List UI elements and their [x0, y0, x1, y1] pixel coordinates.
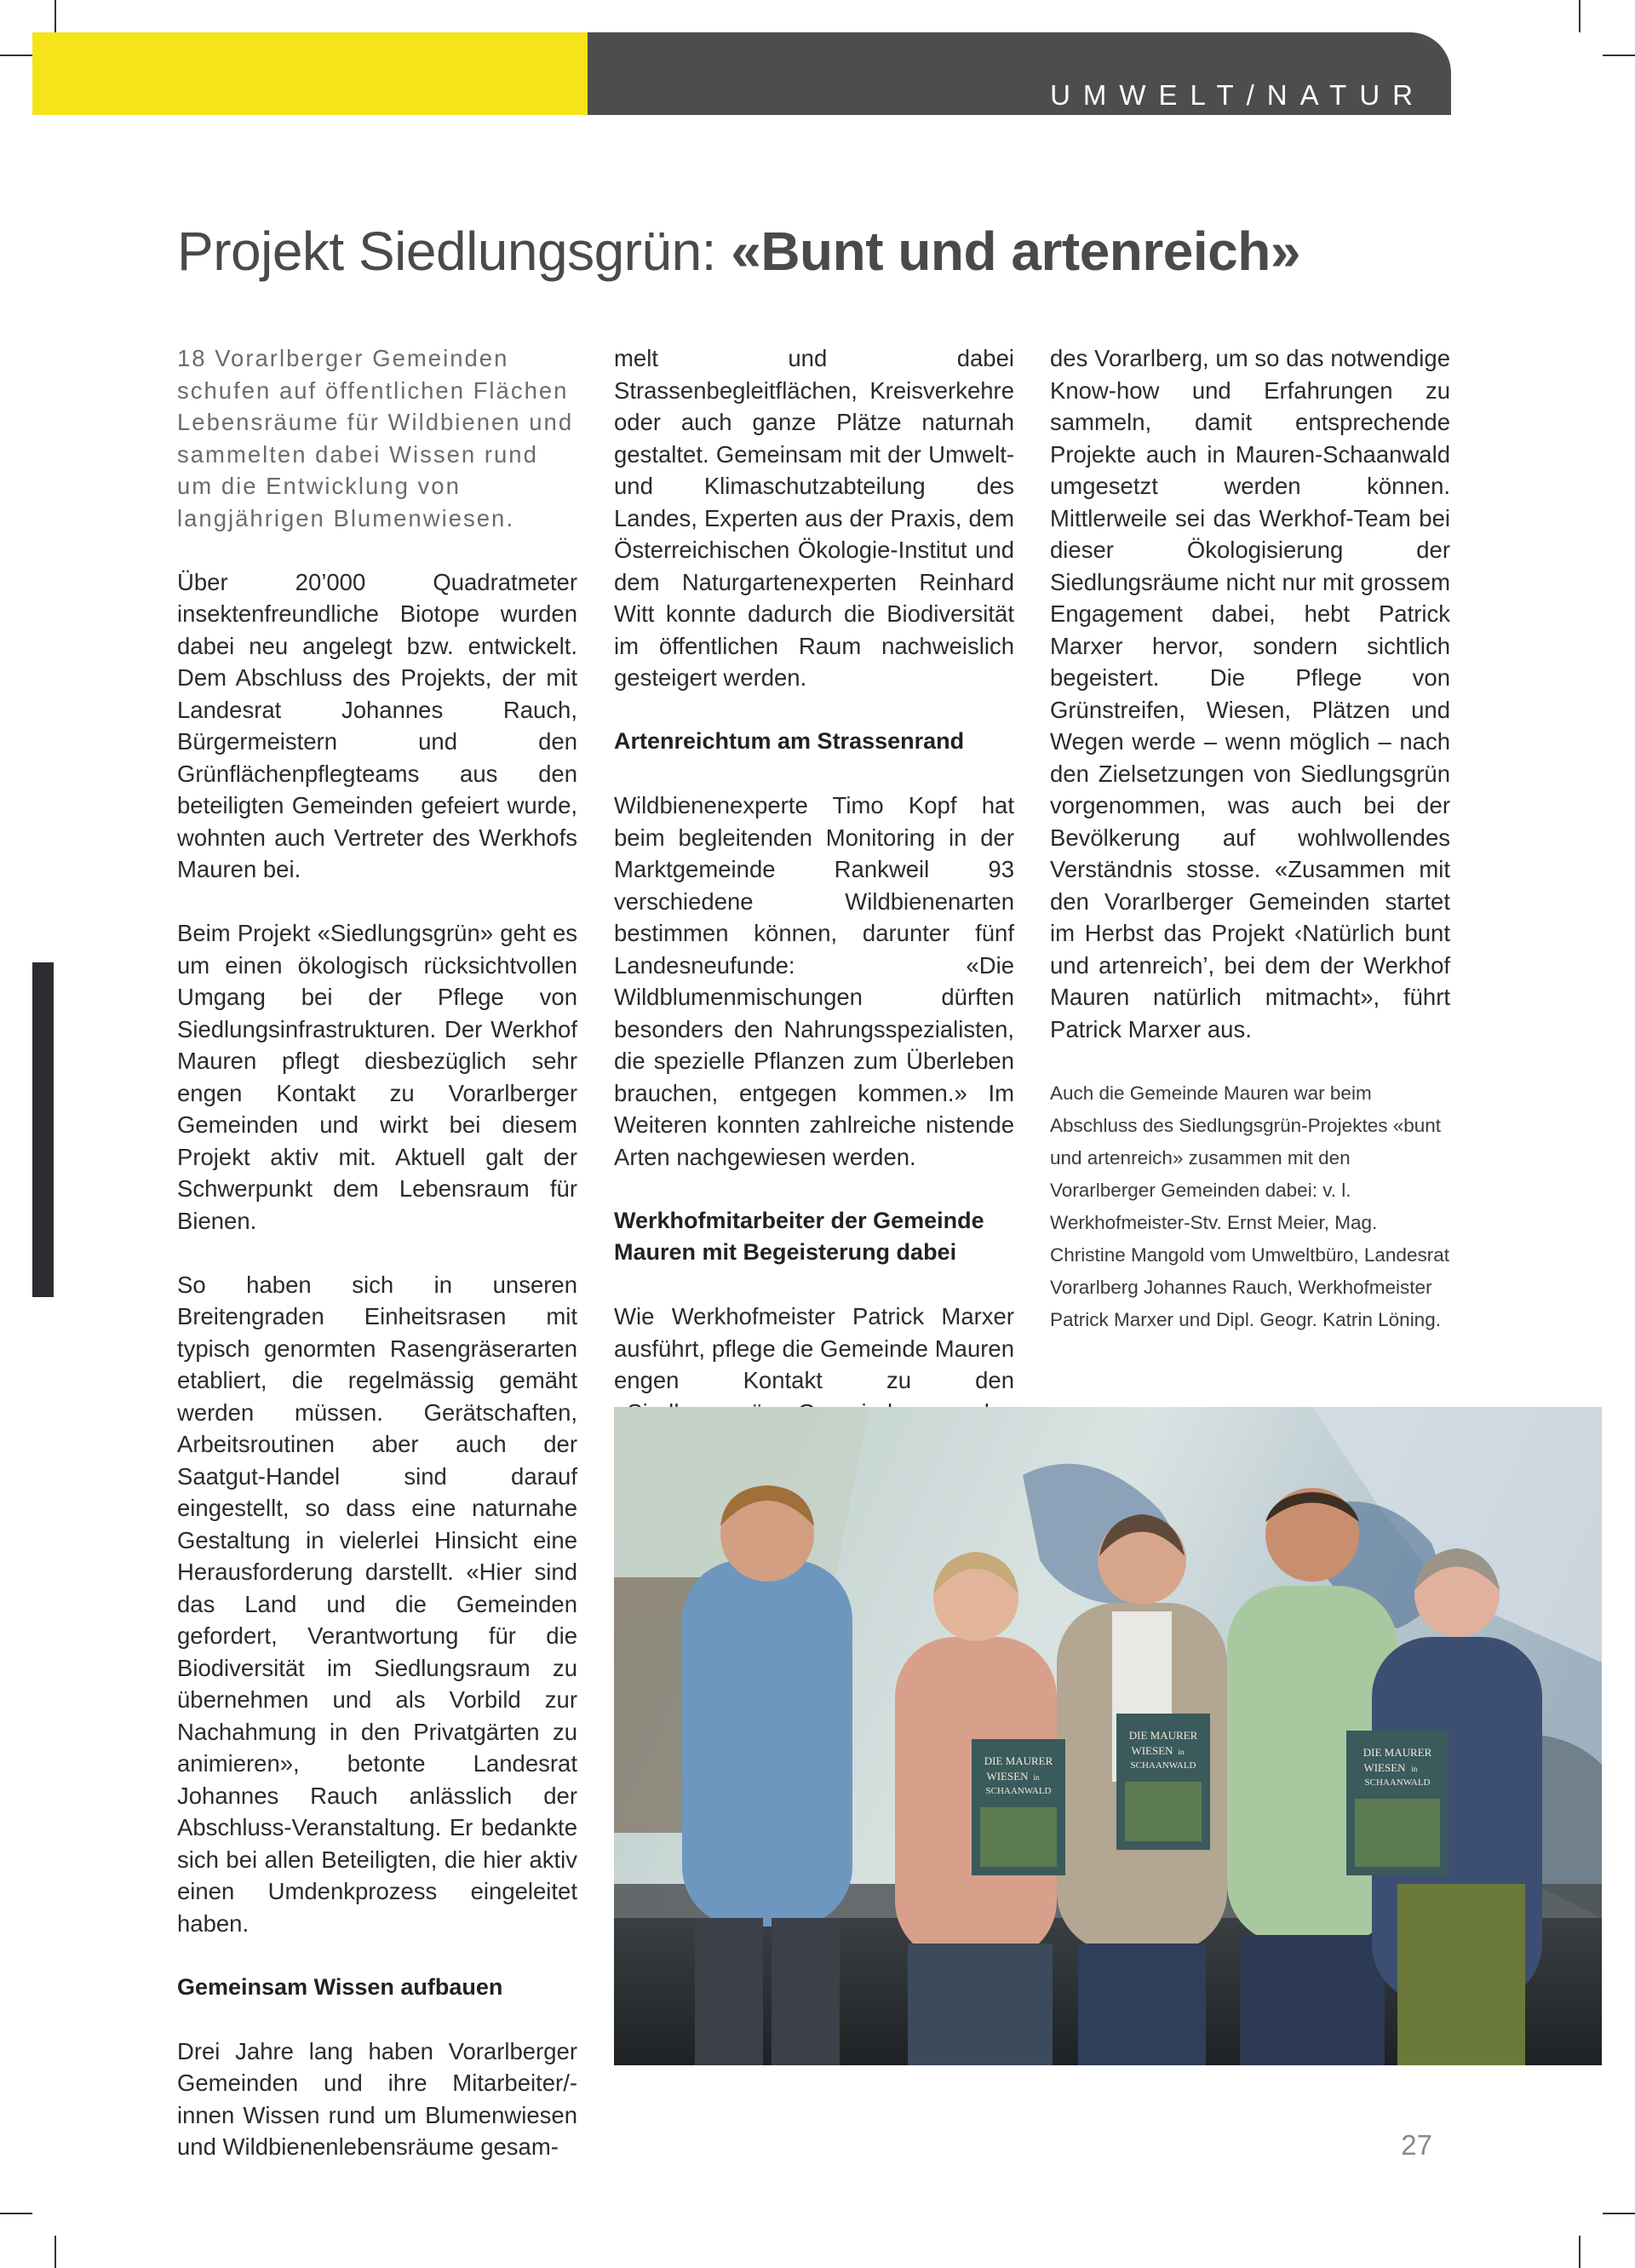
- subheading: Werkhofmitarbeiter der Gemeinde Mauren mit Begeisterung dabei: [614, 1207, 984, 1265]
- title-highlight: «Bunt und artenreich»: [731, 221, 1300, 282]
- crop-mark: [1579, 0, 1580, 32]
- book-title-small: in: [1178, 1748, 1185, 1756]
- header-yellow-band: [32, 32, 588, 115]
- group-photo-illustration: [614, 1407, 1602, 2065]
- crop-mark: [1603, 55, 1635, 56]
- book-title-small: in: [1411, 1765, 1418, 1773]
- paragraph: Wie Werkhofmeister Patrick Marxer ausführt, pflege die Gemeinde Mauren engen Kontakt zu den: [614, 1303, 1014, 1393]
- paragraph: Drei Jahre lang haben Vorarlberger Gemeinden und ihre Mitarbeiter/-innen Wissen rund um Blumenwiesen und Wildbienenlebensräume gesam-: [177, 2037, 577, 2160]
- book-title-line-1: DIE MAURER: [1128, 1729, 1198, 1742]
- group-photo: [614, 1407, 1602, 2065]
- article-title: [177, 220, 1300, 283]
- paragraph: Wildbienenexperte Timo Kopf hat beim begleitenden Monitoring in der Marktgemeinde Rankweil 93 verschiedene Wildbienenarten bestimmen können, darunter fünf Landesneufunde: «Die Wildblumenmischungen dürften besonders den Nahrungsspezialisten, die spezielle Pflanzen zum Überleben brauchen, entgegen kommen.» Im Weiteren konnten zahlreiche nistende Arten nachgewiesen werden.: [614, 792, 1014, 1170]
- book-title-line-1: DIE MAURER: [984, 1754, 1053, 1767]
- paragraph: des Vorarlberg, um so das notwendige Know-how und Erfahrungen zu sammeln, damit entsprechende Projekte auch in Mauren-Schaanwald umgesetzt werden können. Mittlerweile sei das Werkhof-Team bei dieser Ökologisierung der Siedlungsräume nicht nur mit grossem Engagement dabei, hebt Patrick Marxer hervor, sondern sichtlich begeistert. Die Pflege von Grünstreifen, Wiesen, Plätzen und Wegen werde – wenn möglich – nach den Zielsetzungen von Siedlungsgrün vorgenommen, was auch bei der Bevölkerung auf wohlwollendes Verständnis stosse. «Zusammen mit den Vorarlberger Gemeinden startet im Herbst das Projekt ‹Natürlich bunt und artenreich’, bei dem der Werkhof Mauren natürlich mitmacht», führt Patrick Marxer aus.: [1050, 345, 1450, 1042]
- page-number: 27: [1401, 2129, 1432, 2161]
- book-title-line-3: SCHAANWALD: [1364, 1777, 1431, 1788]
- photo-caption: Auch die Gemeinde Mauren war beim Abschluss des Siedlungsgrün-Projektes «bunt und artenreich» zusammen mit den Vorarlberger Gemeinden dabei: v. l. Werkhofmeister-Stv. Ernst Meier, Mag. Christine Mangold vom Umweltbüro, Landesrat Vorarlberg Johannes Rauch, Werkhofmeister Patrick Marxer und Dipl. Geogr. Katrin Löning.: [1050, 1082, 1449, 1330]
- title-prefix: Projekt Siedlungsgrün:: [177, 221, 731, 282]
- book-title-line-3: SCHAANWALD: [1130, 1760, 1196, 1771]
- text-column-2: [614, 342, 1014, 1492]
- text-column-3: [1050, 342, 1450, 1368]
- lead-paragraph: 18 Vorarlberger Gemeinden schufen auf öffentlichen Flächen Lebensräume für Wildbienen und sammelten dabei Wissen rund um die Entwicklung von langjährigen Blumenwiesen.: [177, 345, 574, 531]
- book-title-line-2: WIESEN: [986, 1770, 1029, 1783]
- book-title-line-2: WIESEN: [1363, 1761, 1406, 1774]
- book-title-small: in: [1033, 1773, 1040, 1782]
- crop-mark: [1579, 2236, 1580, 2268]
- book-cover: [972, 1739, 1065, 1875]
- book-cover: [1346, 1731, 1449, 1875]
- subheading: Artenreichtum am Strassenrand: [614, 728, 965, 754]
- section-label: UMWELT/NATUR: [1050, 79, 1426, 111]
- side-decoration-bar: [32, 962, 54, 1297]
- book-title-line-2: WIESEN: [1131, 1744, 1173, 1757]
- text-column-1: [177, 342, 577, 2195]
- paragraph: Beim Projekt «Siedlungsgrün» geht es um einen ökologisch rücksichtvollen Umgang bei der Pflege von Siedlungsinfrastrukturen. Der Werkhof Mauren pflegt diesbezüglich sehr engen Kontakt zu Vorarlberger Gemeinden und wirkt bei diesem Projekt aktiv mit. Aktuell galt der Schwerpunkt dem Lebensraum für Bienen.: [177, 920, 577, 1234]
- header-section-bar: [588, 32, 1451, 115]
- paragraph: melt und dabei Strassenbegleitflächen, Kreisverkehre oder auch ganze Plätze naturnah gestaltet. Gemeinsam mit der Umwelt- und Klimaschutzabteilung des Landes, Experten aus der Praxis, dem Österreichischen Ökologie-Institut und dem Naturgartenexperten Reinhard Witt konnte dadurch die Biodiversität im öffentlichen Raum nachweislich gesteigert werden.: [614, 345, 1014, 691]
- crop-mark: [0, 55, 32, 56]
- crop-mark: [1603, 2213, 1635, 2214]
- crop-mark: [54, 0, 56, 32]
- crop-mark: [0, 2213, 32, 2214]
- book-title-line-1: DIE MAURER: [1362, 1746, 1432, 1759]
- subheading: Gemeinsam Wissen aufbauen: [177, 1973, 503, 2000]
- book-title-line-3: SCHAANWALD: [985, 1786, 1052, 1796]
- paragraph: So haben sich in unseren Breitengraden Einheitsrasen mit typisch genormten Rasengräserarten etabliert, die regelmässig gemäht werden müssen. Gerätschaften, Arbeitsroutinen aber auch der Saatgut-Handel sind darauf eingestellt, so dass eine naturnahe Gestaltung in vielerlei Hinsicht eine Herausforderung darstellt. «Hier sind das Land und die Gemeinden gefordert, Verantwortung für die Biodiversität im Siedlungsraum zu übernehmen und als Vorbild zur Nachahmung in den Privatgärten zu animieren», betonte Landesrat Johannes Rauch anlässlich der Abschluss-Veranstaltung. Er bedankte sich bei allen Beteiligten, die hier aktiv einen Umdenkprozess eingeleitet haben.: [177, 1271, 577, 1937]
- book-cover: [1116, 1714, 1210, 1850]
- paragraph: Über 20’000 Quadratmeter insektenfreundliche Biotope wurden dabei neu angelegt bzw. entwickelt. Dem Abschluss des Projekts, der mit Landesrat Johannes Rauch, Bürgermeistern und den Grünflächenpflegteams aus den beteiligten Gemeinden gefeiert wurde, wohnten auch Vertreter des Werkhofs Mauren bei.: [177, 568, 577, 882]
- crop-mark: [54, 2236, 56, 2268]
